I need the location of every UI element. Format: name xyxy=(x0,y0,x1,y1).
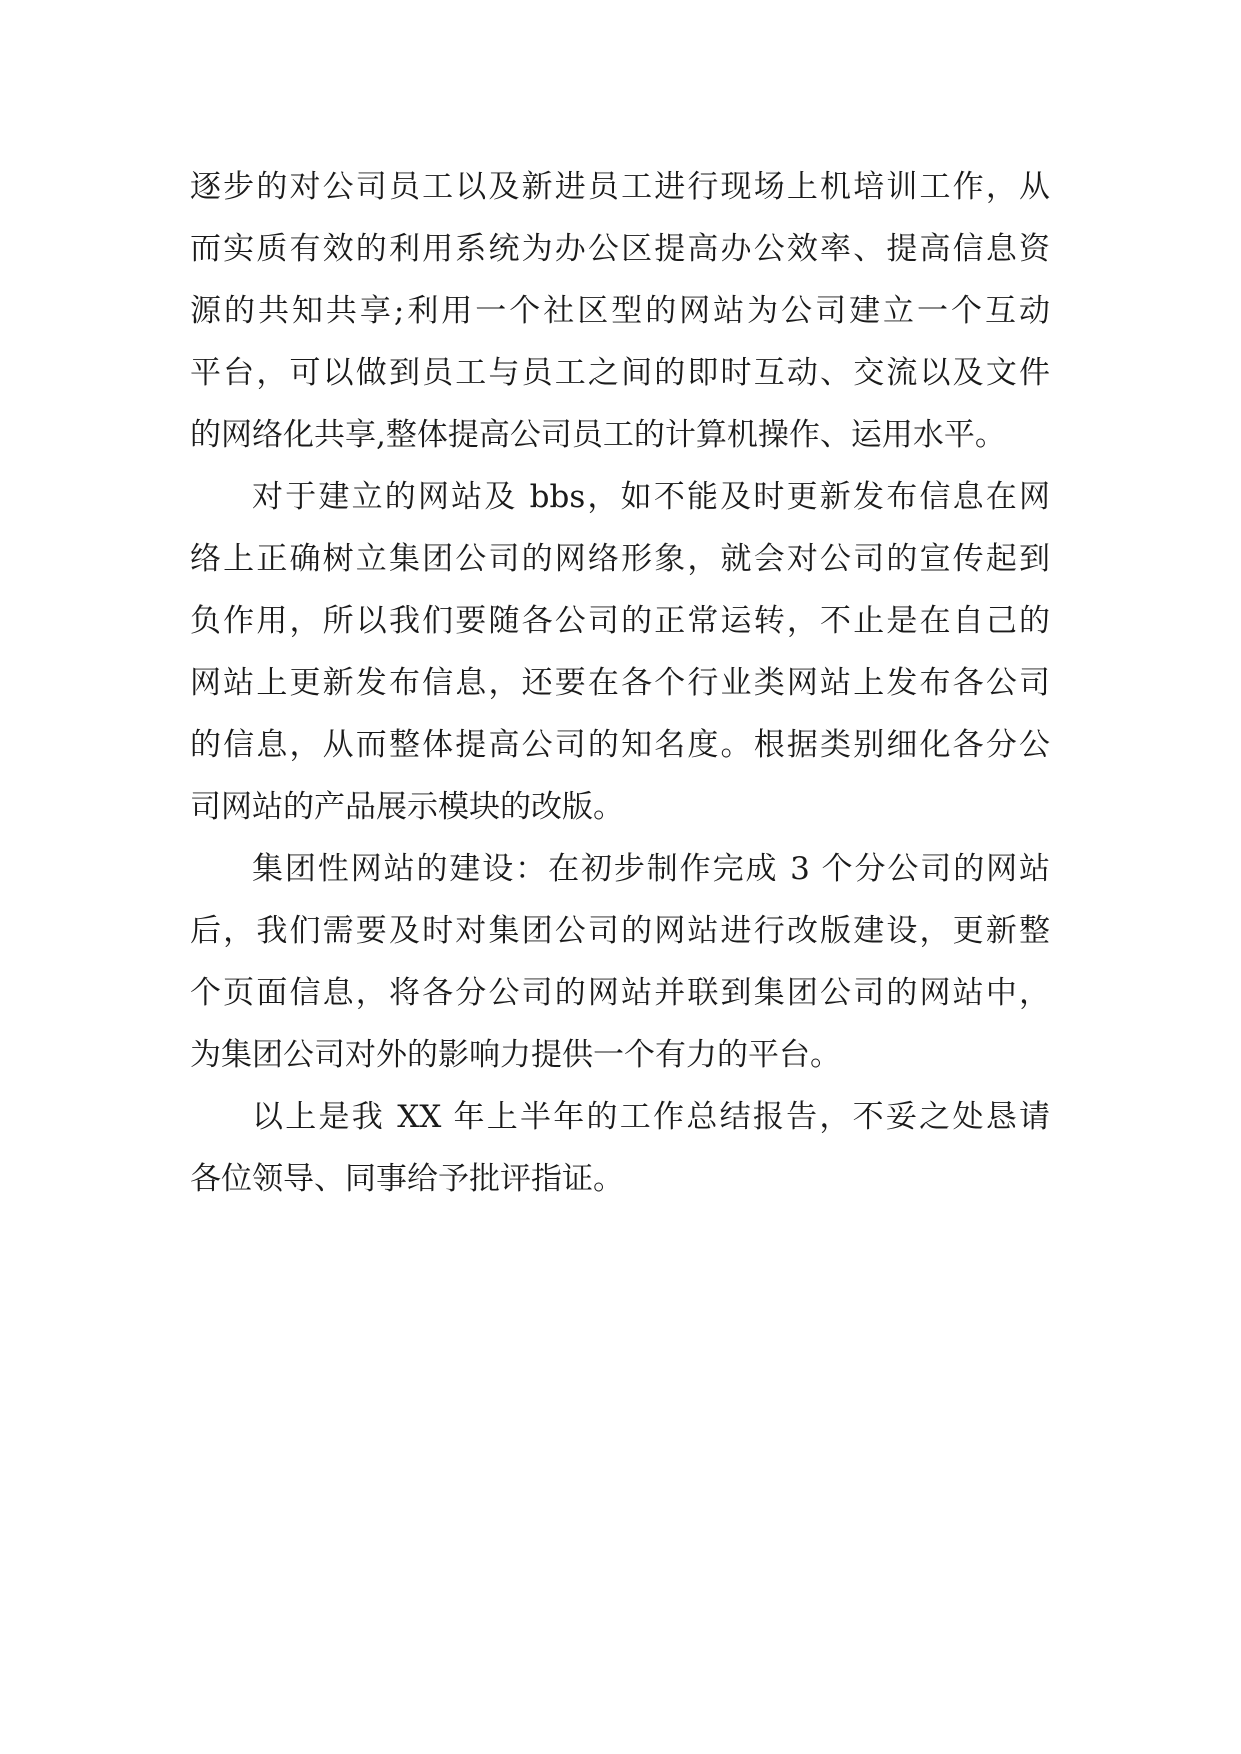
document-body xyxy=(190,156,1050,1210)
text-line: 而实质有效的利用系统为办公区提高办公效率、提高信息资 xyxy=(190,231,1050,267)
text-line: 集团性网站的建设：在初步制作完成 3 个分公司的网站 xyxy=(252,851,1050,887)
text-line: 各位领导、同事给予批评指证。 xyxy=(190,1161,624,1197)
text-line: 负作用，所以我们要随各公司的正常运转，不止是在自己的 xyxy=(190,603,1050,639)
text-line: 络上正确树立集团公司的网络形象，就会对公司的宣传起到 xyxy=(190,541,1050,577)
text-line: 平台，可以做到员工与员工之间的即时互动、交流以及文件 xyxy=(190,355,1050,391)
paragraph-2 xyxy=(190,466,1050,838)
text-line: 对于建立的网站及 bbs，如不能及时更新发布信息在网 xyxy=(252,479,1050,515)
text-line: 源的共知共享;利用一个社区型的网站为公司建立一个互动 xyxy=(190,293,1050,329)
text-line: 个页面信息，将各分公司的网站并联到集团公司的网站中， xyxy=(190,975,1050,1011)
text-line: 为集团公司对外的影响力提供一个有力的平台。 xyxy=(190,1037,841,1073)
text-line: 逐步的对公司员工以及新进员工进行现场上机培训工作，从 xyxy=(190,169,1050,205)
text-line: 以上是我 XX 年上半年的工作总结报告，不妥之处恳请 xyxy=(252,1099,1050,1135)
text-line: 的信息，从而整体提高公司的知名度。根据类别细化各分公 xyxy=(190,727,1050,763)
text-line: 的网络化共享,整体提高公司员工的计算机操作、运用水平。 xyxy=(190,417,1006,453)
paragraph-4 xyxy=(190,1086,1050,1210)
paragraph-3 xyxy=(190,838,1050,1086)
text-line: 网站上更新发布信息，还要在各个行业类网站上发布各公司 xyxy=(190,665,1050,701)
text-line: 后，我们需要及时对集团公司的网站进行改版建设，更新整 xyxy=(190,913,1050,949)
paragraph-1 xyxy=(190,156,1050,466)
text-line: 司网站的产品展示模块的改版。 xyxy=(190,789,624,825)
